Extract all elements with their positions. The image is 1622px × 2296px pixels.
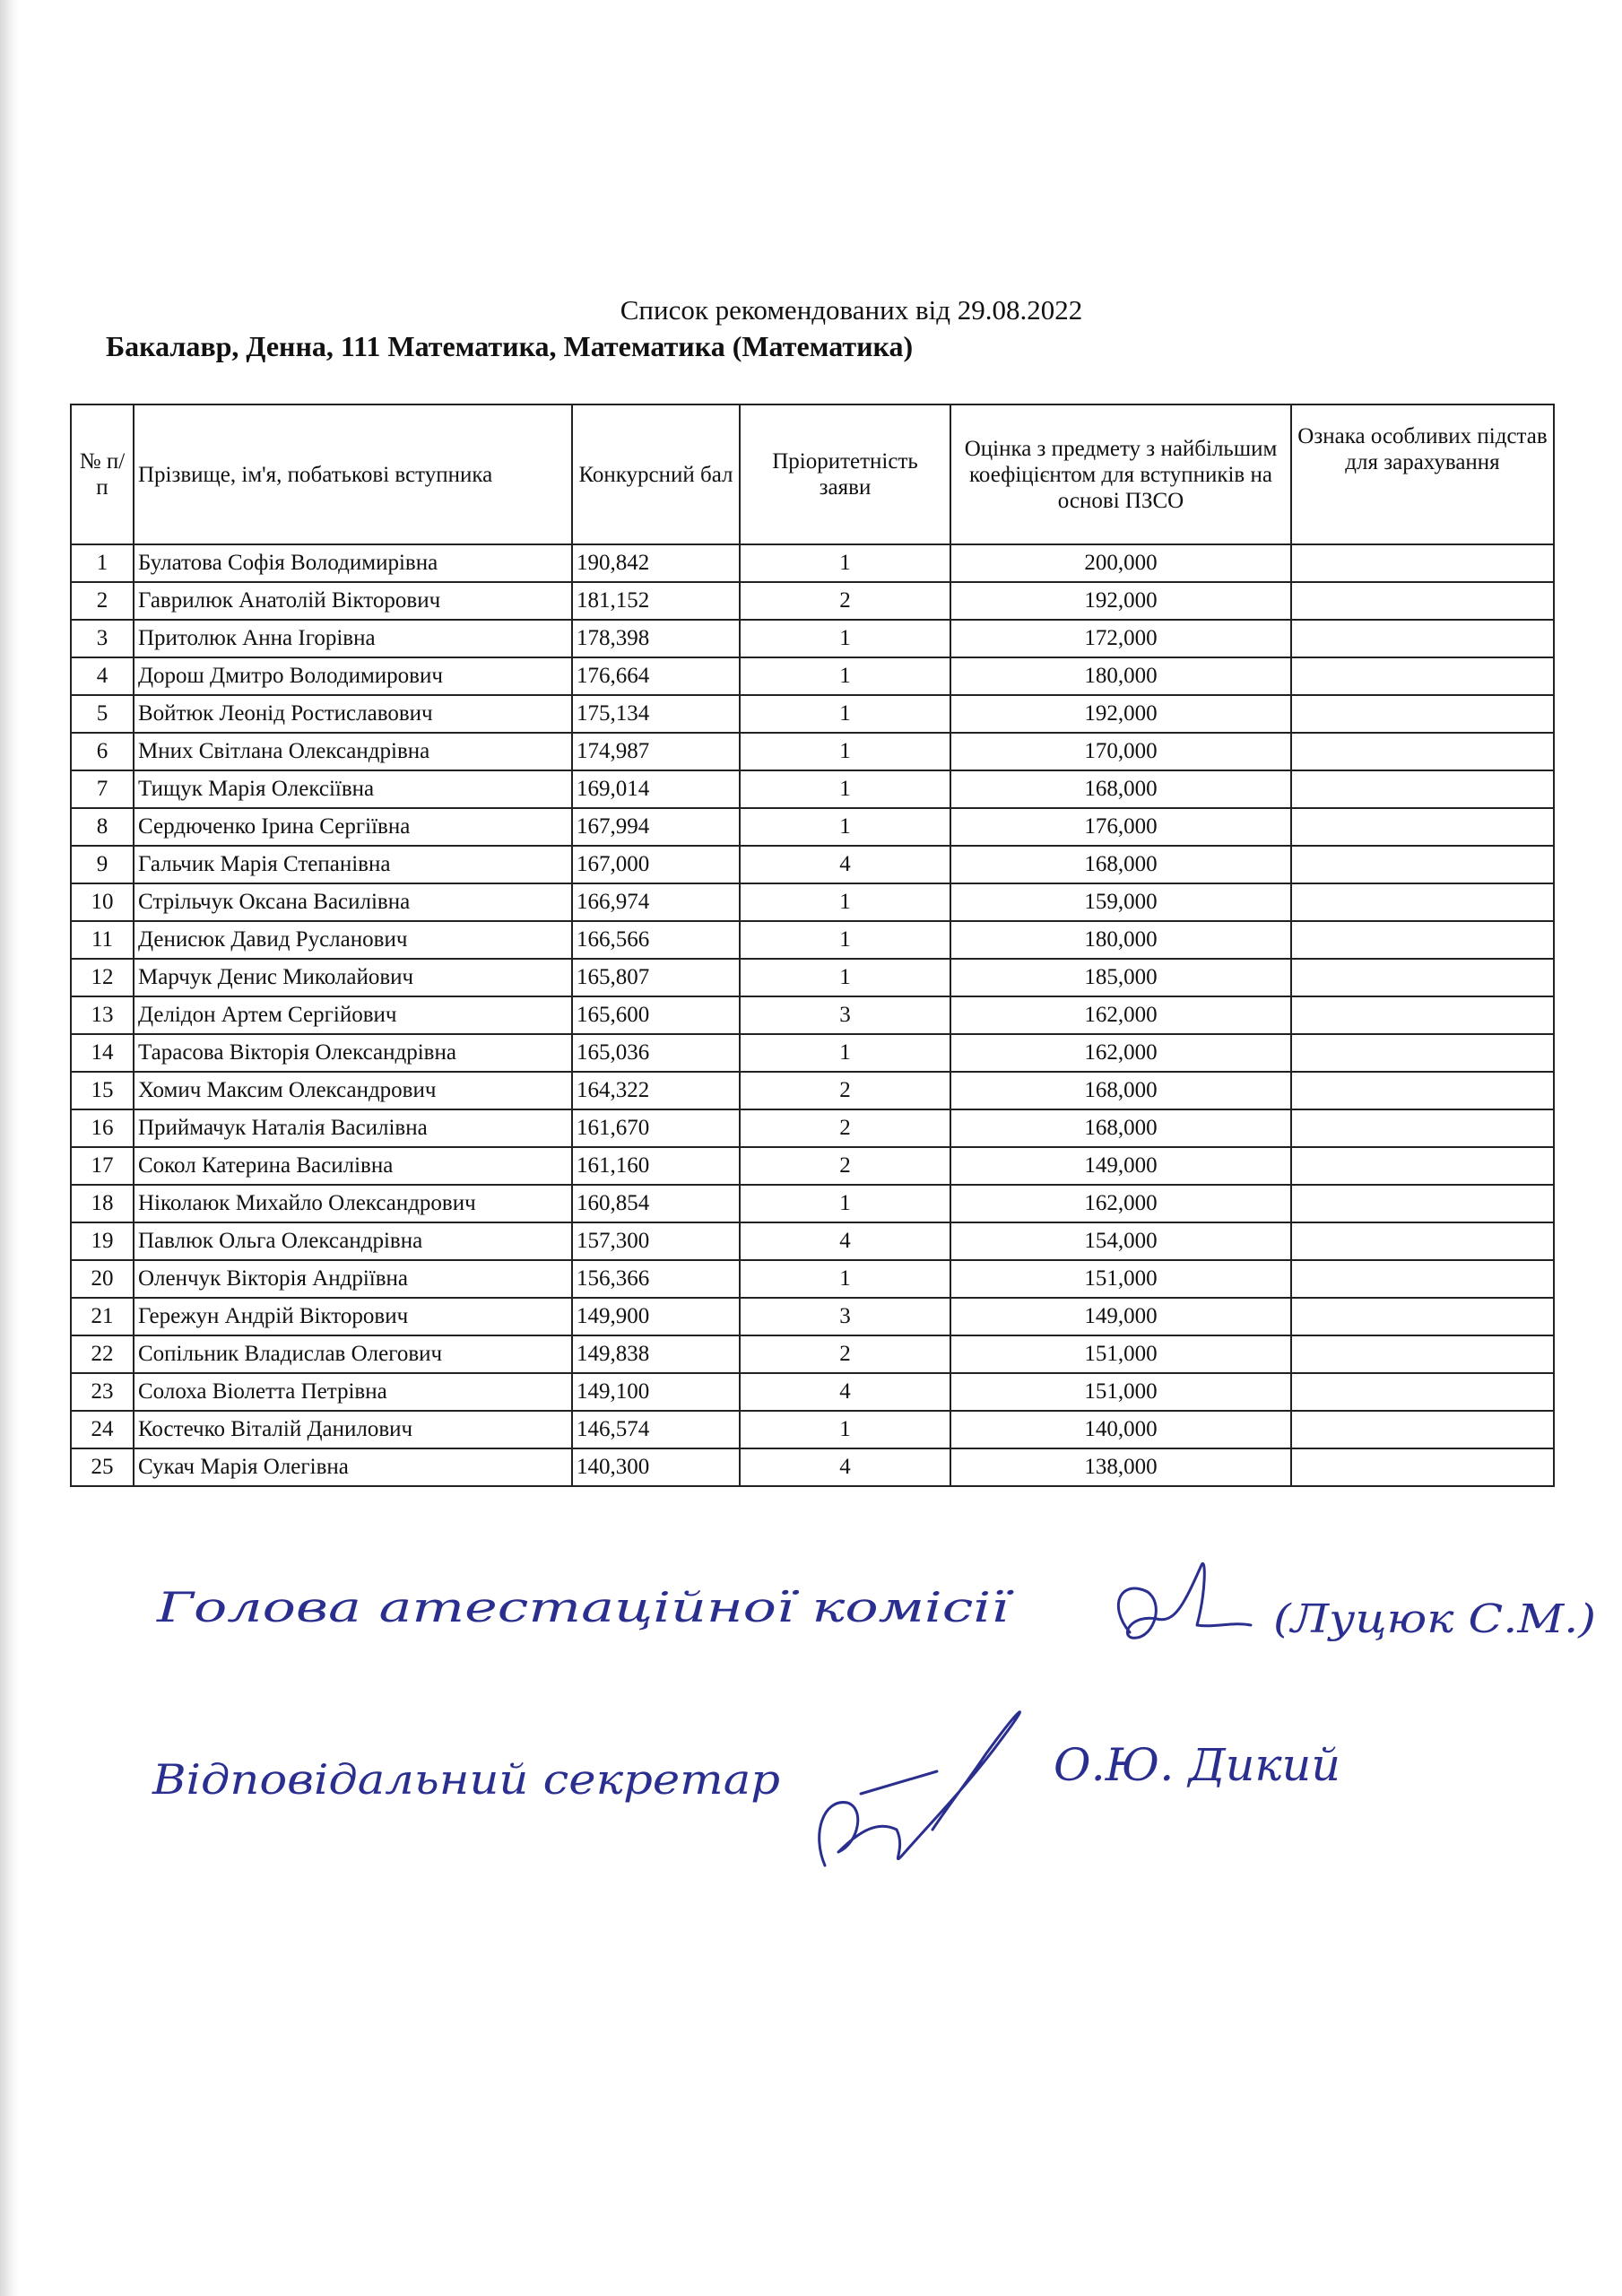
row-number: 5 [71,695,134,733]
application-priority: 4 [740,846,950,883]
applicant-name: Денисюк Давид Русланович [134,921,572,959]
subject-grade: 168,000 [950,846,1291,883]
competitive-score: 169,014 [572,770,740,808]
applicant-name: Павлюк Ольга Олександрівна [134,1222,572,1260]
subject-grade: 172,000 [950,620,1291,657]
subject-grade: 180,000 [950,921,1291,959]
subject-grade: 180,000 [950,657,1291,695]
secretary-line-text: Відповідальний секретар [151,1755,780,1804]
row-number: 6 [71,733,134,770]
applicant-name: Гережун Андрій Вікторович [134,1298,572,1335]
application-priority: 1 [740,620,950,657]
competitive-score: 190,842 [572,544,740,582]
row-number: 14 [71,1034,134,1072]
subject-grade: 151,000 [950,1335,1291,1373]
application-priority: 3 [740,1298,950,1335]
competitive-score: 178,398 [572,620,740,657]
competitive-score: 166,974 [572,883,740,921]
secretary-signature-line [861,1771,937,1794]
applicant-name: Хомич Максим Олександрович [134,1072,572,1109]
header-score: Конкурсний бал [572,404,740,544]
competitive-score: 164,322 [572,1072,740,1109]
subject-grade: 168,000 [950,1072,1291,1109]
header-priority: Пріоритетність заяви [740,404,950,544]
applicant-name: Делідон Артем Сергійович [134,996,572,1034]
competitive-score: 165,807 [572,959,740,996]
document-title: Список рекомендованих від 29.08.2022 [620,294,1083,326]
applicant-name: Сокол Катерина Василівна [134,1147,572,1185]
subject-grade: 176,000 [950,808,1291,846]
application-priority: 1 [740,770,950,808]
competitive-score: 165,600 [572,996,740,1034]
application-priority: 1 [740,1034,950,1072]
row-number: 19 [71,1222,134,1260]
row-number: 7 [71,770,134,808]
applicant-name: Сердюченко Ірина Сергіївна [134,808,572,846]
row-number: 16 [71,1109,134,1147]
application-priority: 1 [740,808,950,846]
application-priority: 1 [740,959,950,996]
applicant-name: Сукач Марія Олегівна [134,1448,572,1486]
applicant-name: Гальчик Марія Степанівна [134,846,572,883]
competitive-score: 175,134 [572,695,740,733]
competitive-score: 146,574 [572,1411,740,1448]
subject-grade: 151,000 [950,1373,1291,1411]
application-priority: 2 [740,1335,950,1373]
applicant-name: Булатова Софія Володимирівна [134,544,572,582]
subject-grade: 154,000 [950,1222,1291,1260]
row-number: 9 [71,846,134,883]
row-number: 20 [71,1260,134,1298]
competitive-score: 160,854 [572,1185,740,1222]
application-priority: 1 [740,1411,950,1448]
competitive-score: 157,300 [572,1222,740,1260]
row-number: 1 [71,544,134,582]
applicant-name: Ніколаюк Михайло Олександрович [134,1185,572,1222]
competitive-score: 161,160 [572,1147,740,1185]
row-number: 17 [71,1147,134,1185]
chair-signature-scribble [1118,1563,1251,1638]
competitive-score: 167,000 [572,846,740,883]
applicant-name: Притолюк Анна Ігорівна [134,620,572,657]
competitive-score: 161,670 [572,1109,740,1147]
row-number: 11 [71,921,134,959]
application-priority: 1 [740,1260,950,1298]
competitive-score: 167,994 [572,808,740,846]
row-number: 18 [71,1185,134,1222]
application-priority: 1 [740,544,950,582]
subject-grade: 162,000 [950,1185,1291,1222]
applicant-name: Солоха Віолетта Петрівна [134,1373,572,1411]
chair-line-text: Голова атестаційної комісії [155,1583,1014,1631]
row-number: 13 [71,996,134,1034]
competitive-score: 176,664 [572,657,740,695]
subject-grade: 159,000 [950,883,1291,921]
header-number: № п/п [71,404,134,544]
row-number: 15 [71,1072,134,1109]
application-priority: 2 [740,582,950,620]
subject-grade: 192,000 [950,695,1291,733]
document-subtitle: Бакалавр, Денна, 111 Математика, Математика (Математика) [106,330,914,362]
header-special: Ознака особливих підстав для зарахування [1291,404,1554,544]
secretary-name-text: О.Ю. Дикий [1054,1739,1340,1791]
subject-grade: 185,000 [950,959,1291,996]
competitive-score: 165,036 [572,1034,740,1072]
competitive-score: 156,366 [572,1260,740,1298]
application-priority: 4 [740,1222,950,1260]
applicant-name: Мних Світлана Олександрівна [134,733,572,770]
row-number: 8 [71,808,134,846]
application-priority: 2 [740,1072,950,1109]
applicant-name: Стрільчук Оксана Василівна [134,883,572,921]
applicant-name: Приймачук Наталія Василівна [134,1109,572,1147]
competitive-score: 140,300 [572,1448,740,1486]
applicant-name: Марчук Денис Миколайович [134,959,572,996]
header-name: Прізвище, ім'я, побатькові вступника [134,404,572,544]
subject-grade: 192,000 [950,582,1291,620]
competitive-score: 149,100 [572,1373,740,1411]
secretary-signature-scribble [820,1712,1020,1866]
application-priority: 1 [740,657,950,695]
application-priority: 1 [740,883,950,921]
application-priority: 2 [740,1109,950,1147]
application-priority: 1 [740,733,950,770]
competitive-score: 149,838 [572,1335,740,1373]
row-number: 2 [71,582,134,620]
applicant-name: Тищук Марія Олексіївна [134,770,572,808]
subject-grade: 162,000 [950,1034,1291,1072]
subject-grade: 151,000 [950,1260,1291,1298]
competitive-score: 149,900 [572,1298,740,1335]
competitive-score: 181,152 [572,582,740,620]
application-priority: 1 [740,1185,950,1222]
row-number: 3 [71,620,134,657]
application-priority: 4 [740,1448,950,1486]
subject-grade: 149,000 [950,1147,1291,1185]
row-number: 24 [71,1411,134,1448]
row-number: 12 [71,959,134,996]
applicant-name: Дорош Дмитро Володимирович [134,657,572,695]
applicant-name: Сопільник Владислав Олегович [134,1335,572,1373]
applicant-name: Войтюк Леонід Ростиславович [134,695,572,733]
row-number: 21 [71,1298,134,1335]
subject-grade: 162,000 [950,996,1291,1034]
row-number: 25 [71,1448,134,1486]
subject-grade: 170,000 [950,733,1291,770]
applicant-name: Оленчук Вікторія Андріївна [134,1260,572,1298]
row-number: 23 [71,1373,134,1411]
chair-name-text: (Луцюк С.М.) [1273,1596,1596,1642]
subject-grade: 200,000 [950,544,1291,582]
applicant-name: Тарасова Вікторія Олександрівна [134,1034,572,1072]
subject-grade: 168,000 [950,770,1291,808]
applicant-name: Гаврилюк Анатолій Вікторович [134,582,572,620]
applicant-name: Костечко Віталій Данилович [134,1411,572,1448]
competitive-score: 166,566 [572,921,740,959]
header-grade: Оцінка з предмету з найбільшим коефіцієнтом для вступників на основі ПЗСО [950,404,1291,544]
row-number: 4 [71,657,134,695]
application-priority: 3 [740,996,950,1034]
subject-grade: 140,000 [950,1411,1291,1448]
application-priority: 2 [740,1147,950,1185]
application-priority: 1 [740,921,950,959]
application-priority: 1 [740,695,950,733]
subject-grade: 138,000 [950,1448,1291,1486]
subject-grade: 149,000 [950,1298,1291,1335]
row-number: 10 [71,883,134,921]
application-priority: 4 [740,1373,950,1411]
subject-grade: 168,000 [950,1109,1291,1147]
row-number: 22 [71,1335,134,1373]
competitive-score: 174,987 [572,733,740,770]
